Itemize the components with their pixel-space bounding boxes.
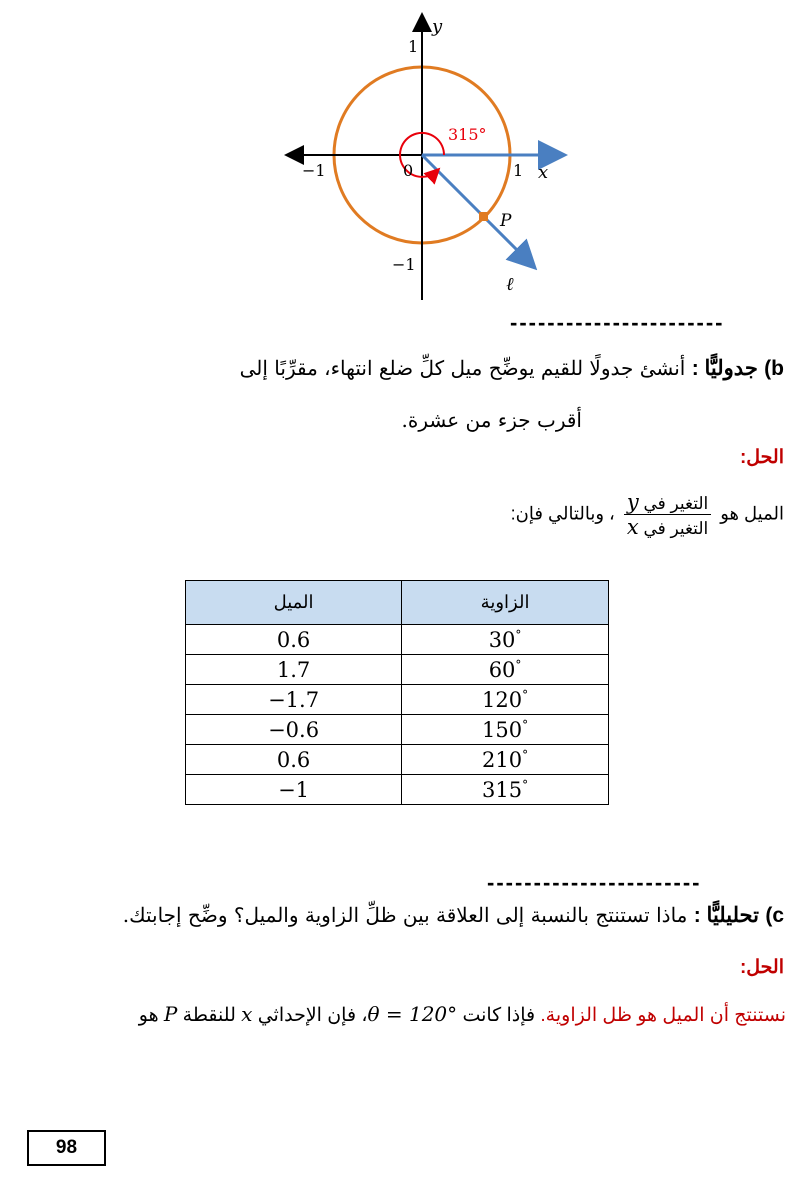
- part-b-tag: b): [764, 357, 784, 380]
- degree-symbol: °: [515, 657, 522, 672]
- answer-conclusion: نستنتج أن الميل هو ظل الزاوية.: [540, 1005, 786, 1026]
- slope-cell: −0.6: [186, 715, 402, 745]
- header-slope: الميل: [186, 581, 402, 625]
- tick-y-neg: −1: [392, 255, 416, 274]
- angle-value: 60: [488, 657, 516, 682]
- table-row: [186, 625, 609, 655]
- line-l-label: ℓ: [506, 274, 514, 295]
- unit-circle-figure: [270, 0, 580, 310]
- table-body: [186, 625, 609, 805]
- table-row: [186, 775, 609, 805]
- answer-math-p: P: [163, 1002, 178, 1026]
- answer-text-4: هو: [138, 1005, 159, 1026]
- angle-cell: [402, 715, 609, 745]
- part-c-question: ماذا تستنتج بالنسبة إلى العلاقة بين ظلِّ الزاوية والميل؟ وضِّح إجابتك.: [122, 903, 688, 927]
- answer-text-3: للنقطة: [182, 1005, 236, 1026]
- part-b-line2: [182, 408, 582, 432]
- point-p-marker: [479, 212, 488, 221]
- slope-cell: −1.7: [186, 685, 402, 715]
- fraction-denominator: التغير في x: [626, 515, 709, 539]
- angle-value: 315: [482, 777, 523, 802]
- slope-fraction: [624, 490, 711, 539]
- angle-value: 150: [482, 717, 523, 742]
- degree-symbol: °: [522, 687, 529, 702]
- answer-math-theta: θ = 120°: [367, 1002, 458, 1026]
- table-header-row: [186, 581, 609, 625]
- tick-y-pos: 1: [408, 37, 419, 56]
- degree-symbol: °: [515, 627, 522, 642]
- table-row: [186, 655, 609, 685]
- origin-label: 0: [403, 161, 414, 180]
- slope-after: ، وبالتالي فإن:: [510, 503, 615, 524]
- fraction-numerator: التغير في y: [626, 490, 709, 514]
- slope-cell: 0.6: [186, 745, 402, 775]
- part-b-question-1: أنشئ جدولًا للقيم يوضِّح ميل كلِّ ضلع انتهاء، مقرِّبًا إلى: [239, 356, 686, 380]
- part-b-keyword: جدوليًّا :: [691, 357, 758, 380]
- part-b-line1: [14, 356, 784, 381]
- part-c-keyword: تحليليًّا :: [693, 904, 759, 927]
- answer-text-1: فإذا كانت: [462, 1005, 536, 1026]
- part-c-tag: c): [765, 904, 784, 927]
- table-row: [186, 745, 609, 775]
- separator-1: -----------------------: [510, 310, 725, 335]
- header-angle: الزاوية: [402, 581, 609, 625]
- table-row: [186, 685, 609, 715]
- angle-value: 30: [488, 627, 516, 652]
- degree-symbol: °: [522, 717, 529, 732]
- tick-x-neg: −1: [302, 161, 326, 180]
- separator-2: -----------------------: [487, 870, 702, 895]
- table-row: [186, 715, 609, 745]
- angle-cell: [402, 685, 609, 715]
- y-axis-label: y: [432, 16, 443, 37]
- degree-symbol: °: [522, 777, 529, 792]
- page-number: 98: [27, 1130, 106, 1166]
- slope-cell: 0.6: [186, 625, 402, 655]
- x-axis-label: x: [538, 162, 549, 183]
- part-c-answer: [6, 1002, 786, 1027]
- answer-math-x: x: [241, 1002, 253, 1026]
- part-c-solution-label: الحل:: [739, 957, 784, 978]
- angle-cell: [402, 745, 609, 775]
- part-b-solution-label: الحل:: [739, 447, 784, 468]
- angle-value: 210: [482, 747, 523, 772]
- slope-definition: [284, 490, 784, 539]
- part-c-line: [14, 903, 784, 928]
- point-p-label: P: [500, 211, 512, 231]
- angle-cell: [402, 775, 609, 805]
- slope-cell: 1.7: [186, 655, 402, 685]
- slope-intro: الميل هو: [720, 503, 784, 524]
- slope-cell: −1: [186, 775, 402, 805]
- angle-cell: [402, 655, 609, 685]
- angle-value: 120: [482, 687, 523, 712]
- part-b-question-2: أقرب جزء من عشرة.: [401, 408, 582, 432]
- degree-symbol: °: [522, 747, 529, 762]
- answer-text-2: ، فإن الإحداثي: [257, 1005, 368, 1026]
- angle-label: 315°: [448, 125, 487, 144]
- angle-cell: [402, 625, 609, 655]
- slope-table: [185, 580, 609, 805]
- tick-x-pos: 1: [513, 161, 524, 180]
